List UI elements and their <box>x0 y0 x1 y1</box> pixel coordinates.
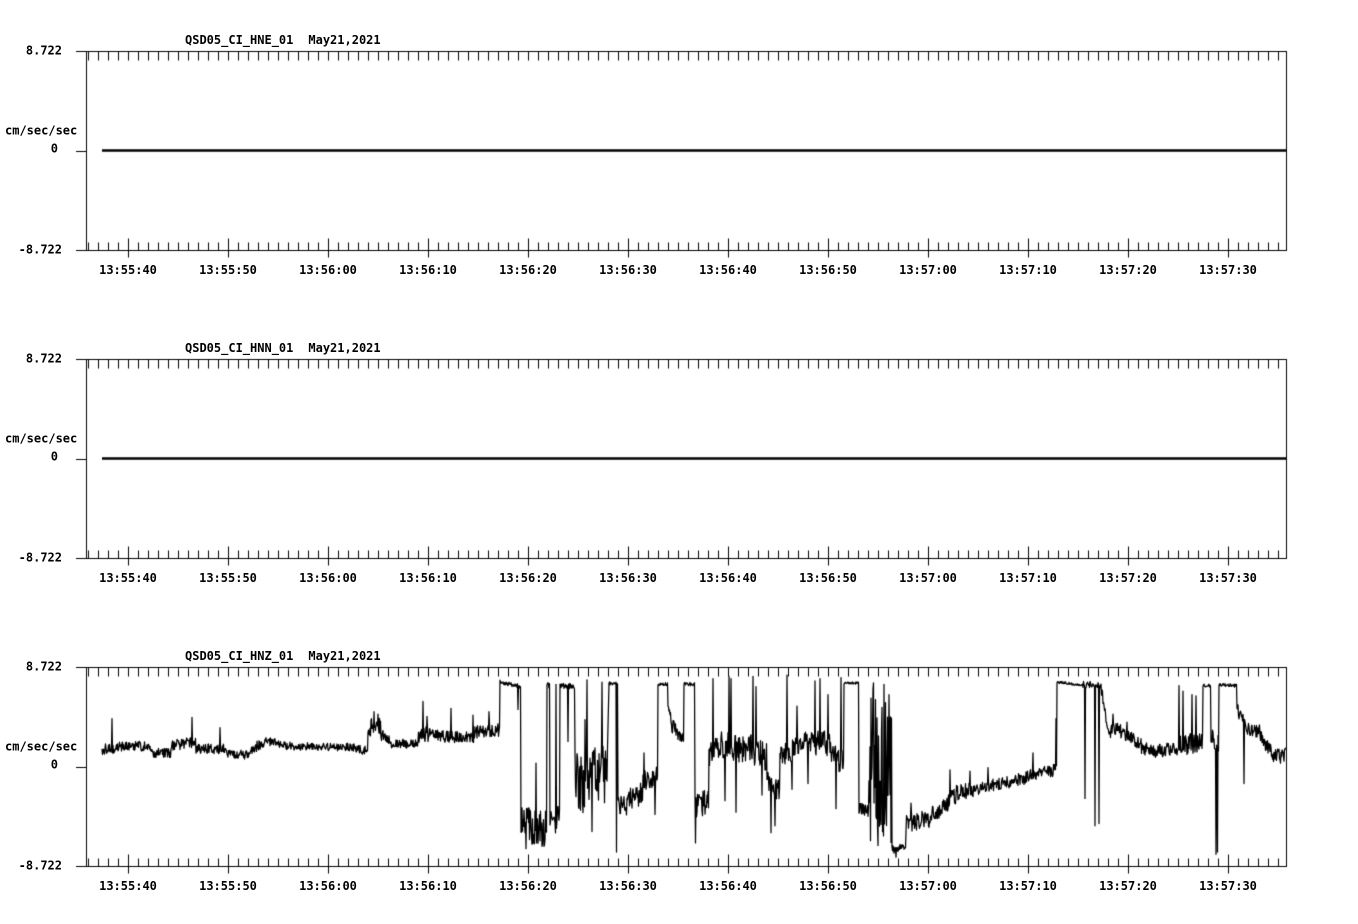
x-tick-label: 13:55:50 <box>199 571 257 585</box>
x-tick-label: 13:56:20 <box>499 879 557 893</box>
x-tick-label: 13:56:50 <box>799 571 857 585</box>
y-unit-label: cm/sec/sec <box>5 431 78 446</box>
y-min-label: -8.722 <box>18 858 62 873</box>
station-channel-label: QSD05_CI_HNN_01 <box>185 341 294 355</box>
x-tick-label: 13:56:00 <box>299 263 357 277</box>
panel-title <box>185 649 381 663</box>
x-tick-label: 13:55:50 <box>199 879 257 893</box>
x-tick-label: 13:56:40 <box>699 571 757 585</box>
x-tick-label: 13:57:30 <box>1199 263 1257 277</box>
x-tick-label: 13:57:10 <box>999 879 1057 893</box>
y-max-label: 8.722 <box>25 659 62 674</box>
y-min-label: -8.722 <box>18 550 62 565</box>
x-tick-label: 13:57:00 <box>899 571 957 585</box>
date-label: May21,2021 <box>308 33 381 47</box>
y-zero-label: 0 <box>50 141 58 156</box>
x-tick-label: 13:57:00 <box>899 879 957 893</box>
x-tick-label: 13:56:10 <box>399 879 457 893</box>
x-tick-label: 13:56:10 <box>399 263 457 277</box>
seismogram-panel-hne <box>0 0 1358 308</box>
x-tick-label: 13:56:30 <box>599 263 657 277</box>
x-tick-label: 13:56:20 <box>499 571 557 585</box>
x-tick-label: 13:56:50 <box>799 879 857 893</box>
x-tick-label: 13:56:10 <box>399 571 457 585</box>
x-tick-label: 13:57:10 <box>999 263 1057 277</box>
x-tick-label: 13:56:40 <box>699 263 757 277</box>
y-zero-label: 0 <box>50 757 58 772</box>
y-unit-label: cm/sec/sec <box>5 739 78 754</box>
x-tick-label: 13:57:30 <box>1199 571 1257 585</box>
x-tick-label: 13:56:30 <box>599 571 657 585</box>
x-tick-label: 13:55:50 <box>199 263 257 277</box>
x-tick-label: 13:55:40 <box>99 263 157 277</box>
y-zero-label: 0 <box>50 449 58 464</box>
x-tick-label: 13:56:00 <box>299 879 357 893</box>
x-tick-label: 13:57:20 <box>1099 879 1157 893</box>
y-min-label: -8.722 <box>18 242 62 257</box>
x-tick-label: 13:57:00 <box>899 263 957 277</box>
x-tick-label: 13:55:40 <box>99 571 157 585</box>
date-label: May21,2021 <box>308 341 381 355</box>
y-unit-label: cm/sec/sec <box>5 123 78 138</box>
panel-title <box>185 33 381 47</box>
x-tick-label: 13:57:10 <box>999 571 1057 585</box>
station-channel-label: QSD05_CI_HNZ_01 <box>185 649 294 663</box>
seismogram-panel-hnn <box>0 308 1358 616</box>
y-max-label: 8.722 <box>25 43 62 58</box>
station-channel-label: QSD05_CI_HNE_01 <box>185 33 294 47</box>
x-tick-label: 13:57:30 <box>1199 879 1257 893</box>
x-tick-label: 13:56:00 <box>299 571 357 585</box>
x-tick-label: 13:57:20 <box>1099 571 1157 585</box>
x-tick-label: 13:56:20 <box>499 263 557 277</box>
x-tick-label: 13:55:40 <box>99 879 157 893</box>
y-max-label: 8.722 <box>25 351 62 366</box>
seismogram-panel-hnz <box>0 616 1358 924</box>
panel-title <box>185 341 381 355</box>
date-label: May21,2021 <box>308 649 381 663</box>
x-tick-label: 13:57:20 <box>1099 263 1157 277</box>
x-tick-label: 13:56:40 <box>699 879 757 893</box>
x-tick-label: 13:56:50 <box>799 263 857 277</box>
x-tick-label: 13:56:30 <box>599 879 657 893</box>
